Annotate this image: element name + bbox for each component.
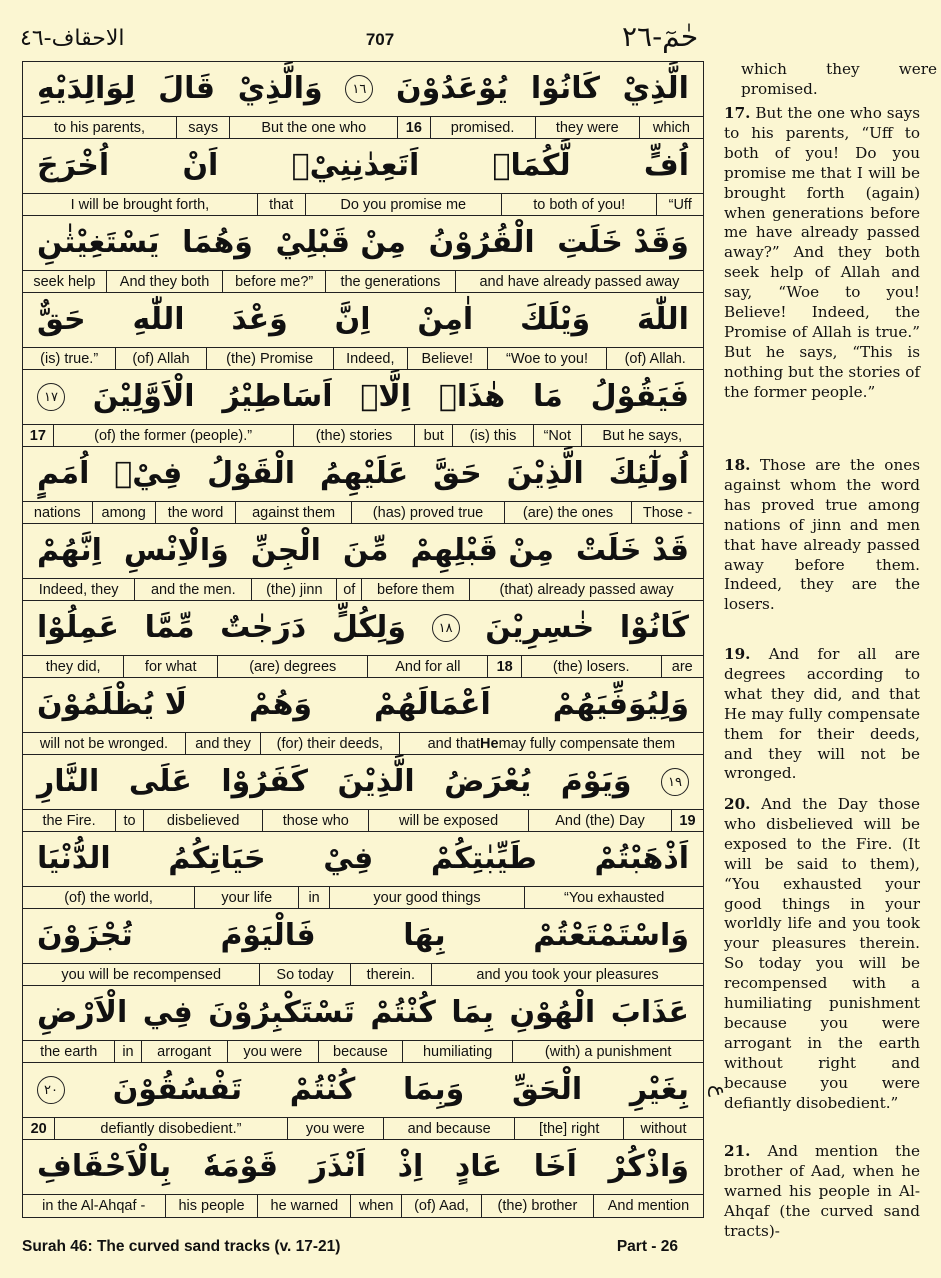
translation-row xyxy=(23,1195,703,1217)
translation-paragraph xyxy=(724,795,920,1114)
arabic-word: بِمَا xyxy=(451,995,494,1030)
page-number: 707 xyxy=(365,30,395,49)
arabic-row xyxy=(23,1063,703,1118)
word-meaning-cell: (of) the former (people).” xyxy=(53,425,293,446)
word-meaning-cell: arrogant xyxy=(141,1041,227,1062)
arabic-word: دَرَجٰتٌ xyxy=(220,610,307,645)
arabic-row xyxy=(23,986,703,1041)
arabic-word: فِيْۤ xyxy=(114,456,183,491)
arabic-row xyxy=(23,447,703,502)
surah-name-arabic: الاحقاف-٤٦ xyxy=(20,26,125,51)
word-meaning-cell: among xyxy=(92,502,155,523)
translation-paragraph xyxy=(724,456,920,615)
word-meaning-cell: “Woe to you! xyxy=(487,348,607,369)
part-name-arabic: حٰمٓ-٢٦ xyxy=(622,20,699,53)
word-meaning-cell: to xyxy=(115,810,143,831)
arabic-word: قَدْ خَلَتْ xyxy=(575,533,689,568)
word-meaning-cell: in xyxy=(298,887,328,908)
word-meaning-cell: (of) Aad, xyxy=(401,1195,481,1217)
word-meaning-cell: before them xyxy=(361,579,469,600)
ruku-mark: ع xyxy=(708,1085,732,1097)
word-meaning-cell: without xyxy=(623,1118,703,1139)
arabic-word: الدُّنْيَا xyxy=(37,841,111,876)
arabic-word: لَّكُمَاۤ xyxy=(492,148,571,183)
arabic-word: اِلَّاۤ xyxy=(360,379,412,414)
verse-translation-text: And for all are degrees according to what they did, and that He may fully compensate them for their deeds, and they will not be wronged. xyxy=(724,645,920,783)
arabic-row xyxy=(23,139,703,194)
arabic-word: وَالْاِنْسِ xyxy=(123,533,229,568)
word-meaning-cell: disbelieved xyxy=(143,810,262,831)
ayah-number-marker: ١٩ xyxy=(661,768,689,796)
arabic-word: يَسْتَغِيْثٰنِ xyxy=(37,225,160,260)
arabic-word: فِي xyxy=(142,995,193,1030)
word-meaning-cell: Those - xyxy=(631,502,703,523)
arabic-word: الَّذِيْنَ xyxy=(337,764,415,799)
word-meaning-cell: I will be brought forth, xyxy=(70,196,210,213)
arabic-word: مِنْ قَبْلِهِمْ xyxy=(410,533,554,568)
word-meaning-cell: your good things xyxy=(329,887,525,908)
word-meaning-cell: But he says, xyxy=(581,425,703,446)
verse-translation-text: And mention the brother of Aad, when he warned his people in Al-Ahqaf (the curved sand tracts)- xyxy=(724,1142,921,1240)
ayah-number-marker: ٢٠ xyxy=(37,1076,65,1104)
word-meaning-cell: you will be recompensed xyxy=(61,966,222,983)
word-meaning-cell: (the) jinn xyxy=(251,579,336,600)
arabic-word: حَقٌّ xyxy=(37,302,86,337)
arabic-word: النَّارِ xyxy=(37,764,100,799)
translation-row xyxy=(23,810,703,832)
verse-number: 21. xyxy=(724,1142,751,1160)
word-meaning-cell: for what xyxy=(123,656,217,677)
word-meaning-cell: (that) already passed away xyxy=(469,579,703,600)
arabic-word: اُخْرَجَ xyxy=(37,148,110,183)
verse-number: 18. xyxy=(724,456,751,474)
word-meaning-cell: that xyxy=(257,194,305,215)
ayah-number-marker: ١٧ xyxy=(37,383,65,411)
word-meaning-cell: (of) Allah xyxy=(115,348,205,369)
arabic-word: فَالْيَوْمَ xyxy=(220,918,316,953)
word-meaning-cell: therein. xyxy=(350,964,431,985)
arabic-word: الَّذِيْ xyxy=(622,71,689,106)
verse-number-cell: 19 xyxy=(671,810,703,831)
word-meaning-cell: his people xyxy=(165,1195,258,1217)
arabic-word: تَفْسُقُوْنَ xyxy=(112,1072,243,1107)
arabic-word: وَيْلَكَ xyxy=(520,302,591,337)
arabic-word: وَهُمَا xyxy=(182,225,253,260)
arabic-word: اُولٰٓئِكَ xyxy=(608,456,689,491)
word-meaning-cell: “Uff xyxy=(656,194,703,215)
arabic-row xyxy=(23,370,703,425)
arabic-word: اَسَاطِيْرُ xyxy=(222,379,333,414)
word-meaning-cell: in xyxy=(114,1041,140,1062)
word-meaning-cell: (the) brother xyxy=(481,1195,593,1217)
arabic-word: لِوَالِدَيْهِ xyxy=(37,71,136,106)
arabic-word: فَيَقُوْلُ xyxy=(590,379,689,414)
word-meaning-cell: when xyxy=(350,1195,401,1217)
word-meaning-cell: the word xyxy=(155,502,235,523)
translation-row xyxy=(23,733,703,755)
arabic-word: وَاذْكُرْ xyxy=(608,1149,689,1184)
word-meaning-cell: nations xyxy=(33,504,81,521)
arabic-word: اَنْ xyxy=(182,148,219,183)
word-meaning-cell: will not be wronged. xyxy=(39,735,169,752)
word-meaning-cell: (the) Promise xyxy=(206,348,333,369)
word-meaning-cell: Indeed, they xyxy=(38,581,119,598)
word-meaning-cell: Believe! xyxy=(407,348,487,369)
arabic-row xyxy=(23,293,703,348)
word-meaning-cell: humiliating xyxy=(402,1041,512,1062)
translation-row xyxy=(23,271,703,293)
word-meaning-cell: before me?” xyxy=(222,271,325,292)
arabic-word: اَنْذَرَ xyxy=(309,1149,366,1184)
word-meaning-cell: and have already passed away xyxy=(455,271,703,292)
word-meaning-cell: to his parents, xyxy=(54,119,146,136)
word-meaning-cell: [the] right xyxy=(514,1118,623,1139)
word-meaning-cell: (for) their deeds, xyxy=(260,733,399,754)
arabic-row xyxy=(23,909,703,964)
arabic-word: الْقَوْلُ xyxy=(207,456,296,491)
word-meaning-cell: to both of you! xyxy=(501,194,656,215)
arabic-word: وَالَّذِيْ xyxy=(237,71,323,106)
translation-row xyxy=(23,656,703,678)
arabic-word: اَعْمَالَهُمْ xyxy=(374,687,491,722)
page-header xyxy=(0,0,941,60)
verse-number-cell: 20 xyxy=(30,1120,47,1137)
arabic-row xyxy=(23,755,703,810)
translation-paragraph xyxy=(724,1142,920,1242)
arabic-word: تُجْزَوْنَ xyxy=(37,918,133,953)
translation-row xyxy=(23,425,703,447)
arabic-word: عَمِلُوْا xyxy=(37,610,119,645)
word-meaning-cell: So today xyxy=(259,964,349,985)
word-meaning-cell: And (the) Day xyxy=(528,810,671,831)
arabic-word: وَلِيُوَفِّيَهُمْ xyxy=(552,687,689,722)
arabic-word: وَهُمْ xyxy=(249,687,313,722)
word-meaning-cell: and that He may fully compensate them xyxy=(399,733,703,754)
word-meaning-cell: he warned xyxy=(257,1195,350,1217)
arabic-word: طَيِّبٰتِكُمْ xyxy=(430,841,537,876)
word-meaning-cell: And for all xyxy=(367,656,487,677)
arabic-word: الْقُرُوْنُ xyxy=(428,225,535,260)
verse-translation-text: And the Day those who disbelieved will be exposed to the Fire. (It will be said to them), “You exhausted your good things in your worldly life and you took your pleasures therein. So today you will be recompensed with a humiliating punishment because you were arrogant in the earth without right and because you were defiantly disobedient.” xyxy=(724,795,921,1112)
arabic-word: وَاسْتَمْتَعْتُمْ xyxy=(533,918,689,953)
word-meaning-cell: (is) this xyxy=(452,425,533,446)
arabic-word: الْاَرْضِ xyxy=(37,995,128,1030)
arabic-word: اُفٍّ xyxy=(643,148,689,183)
word-by-word-grid xyxy=(22,61,704,1218)
arabic-word: اَتَعِدٰنِنِيْۤ xyxy=(291,148,420,183)
word-meaning-cell: the earth xyxy=(40,1043,98,1060)
arabic-word: وَلِكُلٍّ xyxy=(331,610,406,645)
word-meaning-cell: defiantly disobedient.” xyxy=(54,1118,286,1139)
ayah-number-marker: ١٦ xyxy=(345,75,373,103)
verse-number-cell: 16 xyxy=(397,117,429,138)
arabic-word: وَقَدْ خَلَتِ xyxy=(557,225,689,260)
arabic-word: اَخَا xyxy=(533,1149,577,1184)
word-meaning-cell: (is) true.” xyxy=(40,350,99,367)
word-meaning-cell: “Not xyxy=(533,425,581,446)
arabic-word: كَفَرُوْا xyxy=(221,764,309,799)
verse-number: 20. xyxy=(724,795,751,813)
translation-row xyxy=(23,502,703,524)
arabic-word: وَبِمَا xyxy=(402,1072,465,1107)
word-meaning-cell: those who xyxy=(262,810,368,831)
word-meaning-cell: (of) Allah. xyxy=(606,348,703,369)
arabic-word: هٰذَاۤ xyxy=(438,379,506,414)
word-meaning-cell: Indeed, xyxy=(333,348,407,369)
arabic-word: اُمَمٍ xyxy=(37,456,90,491)
word-meaning-cell: (has) proved true xyxy=(351,502,504,523)
translation-paragraph xyxy=(724,60,937,100)
verse-translation-text: Those are the ones against whom the word has proved true among nations of jinn and men that have already passed away before them. Indeed, they are the losers. xyxy=(724,456,921,614)
arabic-word: الَّذِيْنَ xyxy=(506,456,584,491)
translation-paragraph xyxy=(724,104,920,403)
arabic-word: وَيَوْمَ xyxy=(560,764,632,799)
word-meaning-cell: “You exhausted xyxy=(524,887,703,908)
word-meaning-cell: against them xyxy=(235,502,351,523)
arabic-word: عَلَى xyxy=(128,764,192,799)
arabic-word: قَوْمَهٗ xyxy=(202,1149,279,1184)
arabic-word: الْهُوْنِ xyxy=(509,995,596,1030)
arabic-word: خٰسِرِيْنَ xyxy=(485,610,595,645)
word-meaning-cell: and because xyxy=(383,1118,514,1139)
word-meaning-cell: seek help xyxy=(33,273,96,290)
word-meaning-cell: promised. xyxy=(430,117,535,138)
word-meaning-cell: which xyxy=(639,117,703,138)
verse-translation-text: which they were promised. xyxy=(741,60,937,98)
translation-paragraph xyxy=(724,645,920,784)
word-meaning-cell: (the) losers. xyxy=(521,656,661,677)
arabic-word: الْجِنِّ xyxy=(250,533,321,568)
word-meaning-cell: and you took your pleasures xyxy=(431,964,703,985)
translation-row xyxy=(23,1118,703,1140)
word-meaning-cell: are xyxy=(661,656,703,677)
arabic-row xyxy=(23,524,703,579)
arabic-row xyxy=(23,216,703,271)
translation-row xyxy=(23,887,703,909)
word-meaning-cell: you were xyxy=(287,1118,383,1139)
word-meaning-cell: and the men. xyxy=(134,579,251,600)
arabic-word: لَا يُظْلَمُوْنَ xyxy=(37,687,188,722)
verse-number-cell: 17 xyxy=(29,427,46,444)
arabic-word: بِالْاَحْقَافِ xyxy=(37,1149,172,1184)
arabic-row xyxy=(23,678,703,733)
word-meaning-cell: the Fire. xyxy=(42,812,96,829)
arabic-word: بِغَيْرِ xyxy=(629,1072,689,1107)
word-meaning-cell: they did, xyxy=(45,658,101,675)
arabic-word: مِّنَ xyxy=(342,533,389,568)
word-meaning-cell: (the) stories xyxy=(293,425,415,446)
word-meaning-cell: of xyxy=(336,579,361,600)
arabic-word: عَلَيْهِمُ xyxy=(319,456,409,491)
arabic-word: اٰمِنْ xyxy=(417,302,474,337)
arabic-word: فِيْ xyxy=(323,841,374,876)
arabic-word: اِذْ xyxy=(397,1149,424,1184)
arabic-word: الْاَوَّلِيْنَ xyxy=(92,379,195,414)
verse-translation-text: But the one who says to his parents, “Uff to both of you! Do you promise me that I will be brought forth (again) when generations before me have already passed away?” And they both seek help of Allah and say, “Woe to you! Believe! Indeed, the Promise of Allah is true.” But he says, “This is nothing but the stories of the former people.” xyxy=(724,104,920,401)
arabic-word: الْحَقِّ xyxy=(511,1072,583,1107)
arabic-word: مِّمَّا xyxy=(144,610,195,645)
arabic-word: حَيَاتِكُمُ xyxy=(168,841,266,876)
translation-row xyxy=(23,1041,703,1063)
arabic-row xyxy=(23,601,703,656)
arabic-row xyxy=(23,1140,703,1195)
arabic-word: اللّٰهَ xyxy=(636,302,689,337)
word-meaning-cell: And mention xyxy=(593,1195,703,1217)
surah-caption: Surah 46: The curved sand tracks (v. 17-21) xyxy=(22,1238,341,1255)
word-meaning-cell: you were xyxy=(227,1041,318,1062)
arabic-word: يُعْرَضُ xyxy=(444,764,532,799)
arabic-word: مَا xyxy=(533,379,563,414)
verse-number: 17. xyxy=(724,104,751,122)
word-meaning-cell: says xyxy=(176,117,229,138)
word-meaning-cell: (are) the ones xyxy=(504,502,631,523)
translation-row xyxy=(23,348,703,370)
ayah-number-marker: ١٨ xyxy=(432,614,460,642)
word-meaning-cell: Do you promise me xyxy=(305,194,501,215)
word-meaning-cell: But the one who xyxy=(229,117,397,138)
arabic-word: بِهَا xyxy=(403,918,446,953)
translation-row xyxy=(23,194,703,216)
arabic-word: اَذْهَبْتُمْ xyxy=(594,841,689,876)
arabic-word: يُوْعَدُوْنَ xyxy=(396,71,509,106)
translation-row xyxy=(23,117,703,139)
word-meaning-cell: will be exposed xyxy=(368,810,528,831)
arabic-word: كُنْتُمْ xyxy=(289,1072,356,1107)
arabic-row xyxy=(23,62,703,117)
arabic-word: قَالَ xyxy=(158,71,216,106)
arabic-word: اللّٰهِ xyxy=(132,302,185,337)
arabic-word: كُنْتُمْ xyxy=(370,995,436,1030)
arabic-word: مِنْ قَبْلِيْ xyxy=(275,225,406,260)
page-footer xyxy=(22,1238,704,1262)
verse-number-cell: 18 xyxy=(487,656,520,677)
arabic-word: حَقَّ xyxy=(433,456,482,491)
word-meaning-cell: the generations xyxy=(325,271,455,292)
word-meaning-cell: but xyxy=(414,425,452,446)
arabic-word: اِنَّ xyxy=(334,302,371,337)
word-meaning-cell: they were xyxy=(535,117,639,138)
arabic-word: كَانُوْا xyxy=(619,610,689,645)
arabic-word: اِنَّهُمْ xyxy=(37,533,102,568)
arabic-word: عَذَابَ xyxy=(610,995,689,1030)
word-meaning-cell: because xyxy=(318,1041,402,1062)
arabic-word: عَادٍ xyxy=(454,1149,503,1184)
word-meaning-cell: And they both xyxy=(106,271,223,292)
word-meaning-cell: (of) the world, xyxy=(64,889,153,906)
word-meaning-cell: and they xyxy=(185,733,260,754)
word-meaning-cell: your life xyxy=(194,887,298,908)
word-meaning-cell: (with) a punishment xyxy=(512,1041,703,1062)
translation-row xyxy=(23,579,703,601)
word-meaning-cell: (are) degrees xyxy=(217,656,367,677)
arabic-word: تَسْتَكْبِرُوْنَ xyxy=(208,995,355,1030)
arabic-word: وَعْدَ xyxy=(231,302,288,337)
part-caption: Part - 26 xyxy=(616,1238,678,1255)
verse-number: 19. xyxy=(724,645,751,663)
translation-row xyxy=(23,964,703,986)
arabic-word: كَانُوْا xyxy=(530,71,600,106)
arabic-row xyxy=(23,832,703,887)
word-meaning-cell: in the Al-Ahqaf - xyxy=(42,1198,146,1214)
